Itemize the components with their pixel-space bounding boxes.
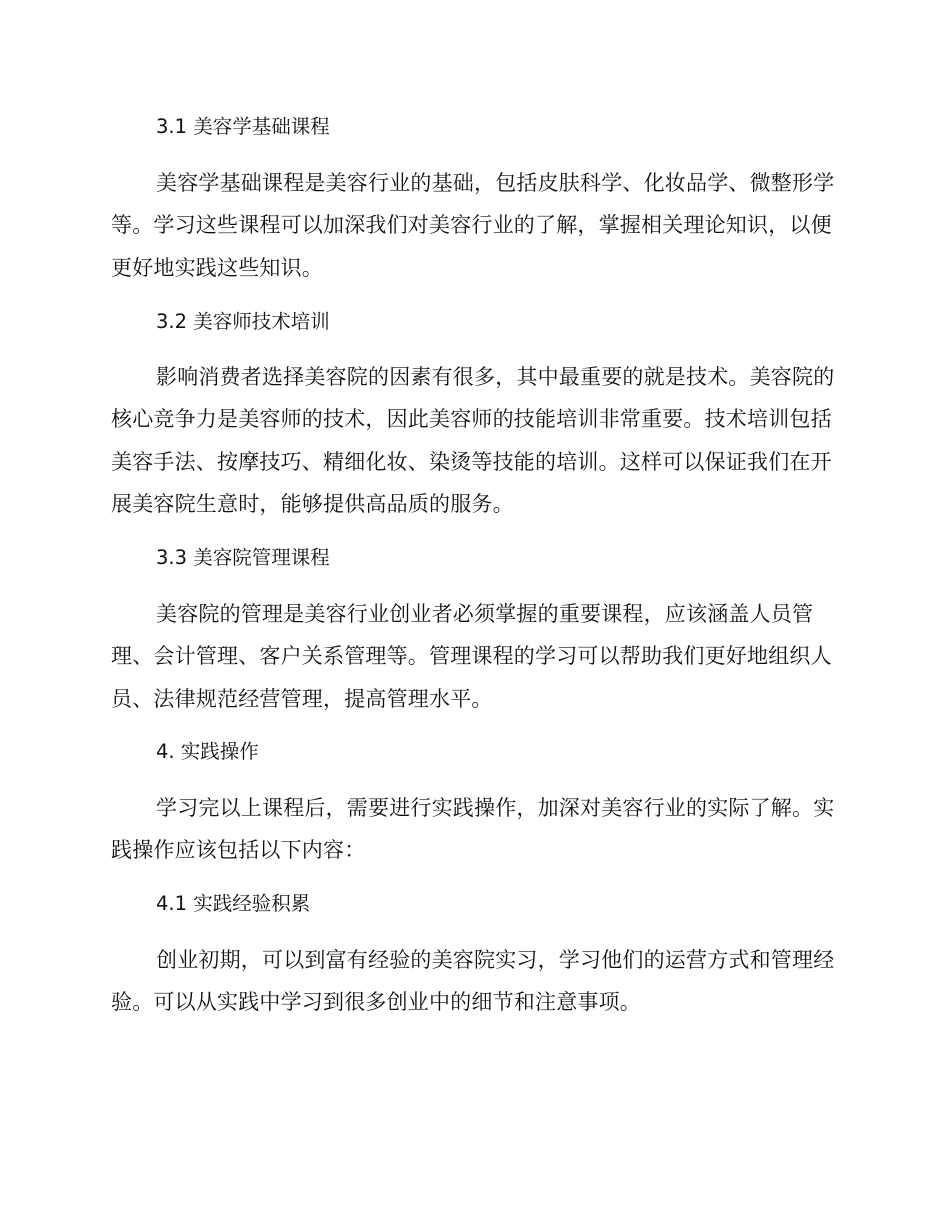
section-paragraph-3-3: 美容院的管理是美容行业创业者必须掌握的重要课程，应该涵盖人员管理、会计管理、客户关系管理等。管理课程的学习可以帮助我们更好地组织人员、法律规范经营管理，提高管理水平。 [111,602,832,711]
section-paragraph-4-1: 创业初期，可以到富有经验的美容院实习，学习他们的运营方式和管理经验。可以从实践中学习到很多创业中的细节和注意事项。 [111,948,835,1015]
section-paragraph-4: 学习完以上课程后，需要进行实践操作，加深对美容行业的实际了解。实践操作应该包括以下内容： [111,796,835,863]
section-paragraph-3-2: 影响消费者选择美容院的因素有很多，其中最重要的就是技术。美容院的核心竞争力是美容师的技术，因此美容师的技能培训非常重要。技术培训包括美容手法、按摩技巧、精细化妆、染烫等技能的培训。这样可以保证我们在开展美容院生意时，能够提供高品质的服务。 [111,365,835,516]
section-heading-3-3: 3.3 美容院管理课程 [156,546,330,569]
section-heading-4-1: 4.1 实践经验积累 [156,892,311,915]
section-paragraph-3-1: 美容学基础课程是美容行业的基础，包括皮肤科学、化妆品学、微整形学等。学习这些课程可以加深我们对美容行业的了解，掌握相关理论知识，以便更好地实践这些知识。 [111,171,835,280]
section-heading-3-1: 3.1 美容学基础课程 [156,115,330,138]
section-heading-4: 4. 实践操作 [156,740,259,763]
section-heading-3-2: 3.2 美容师技术培训 [156,310,330,333]
